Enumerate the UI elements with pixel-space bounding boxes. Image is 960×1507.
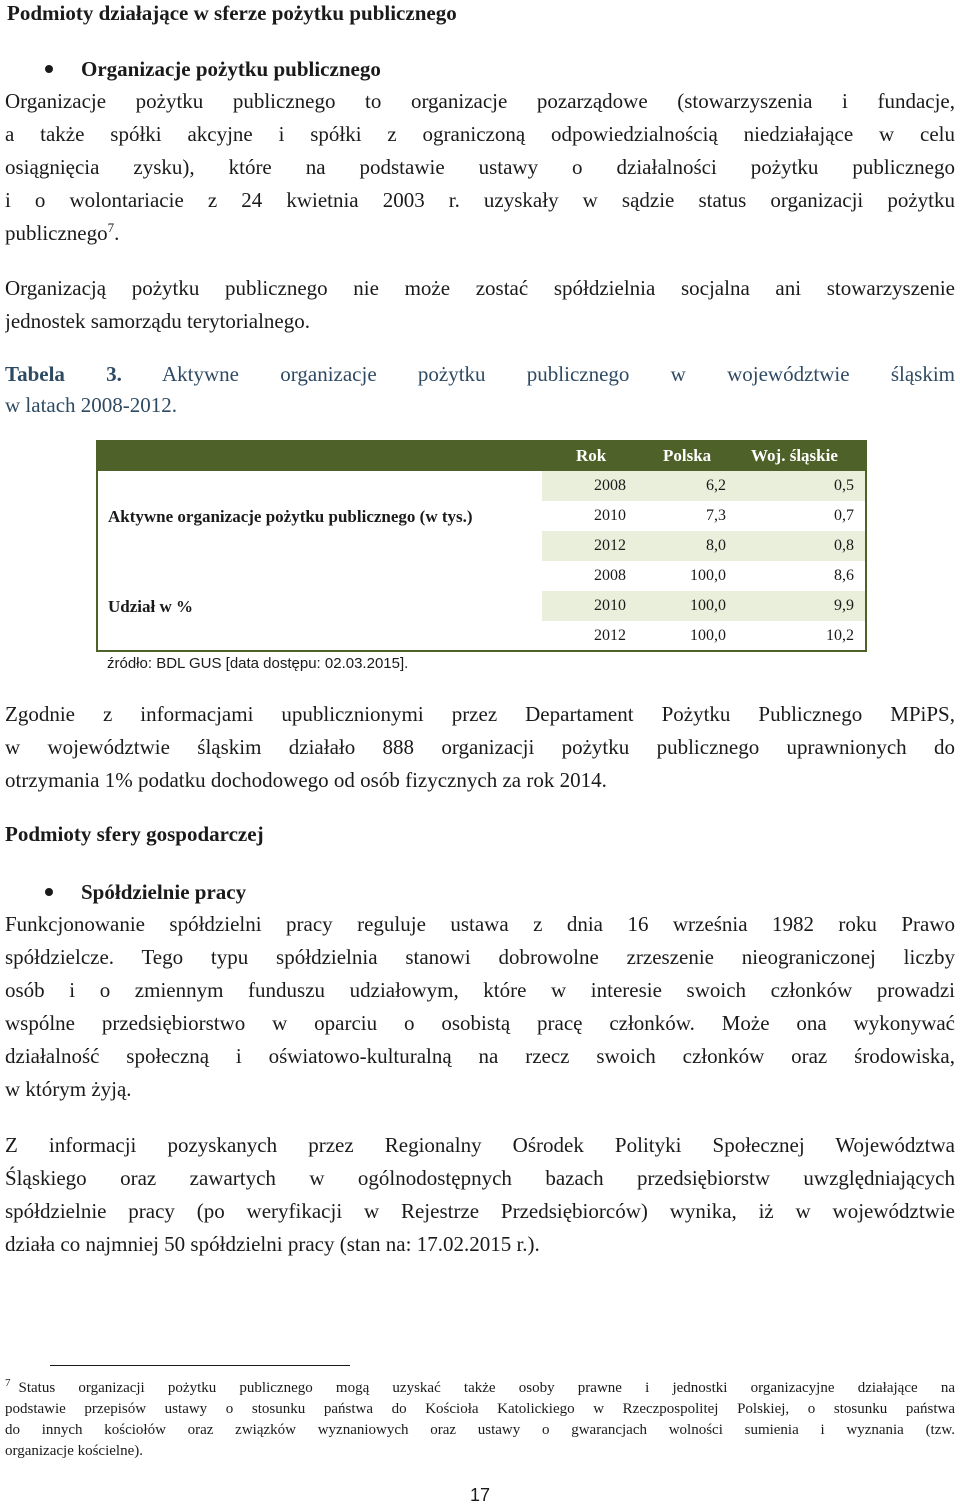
paragraph-line: a także spółki akcyjne i spółki z ograniczoną odpowiedzialnością niedziałające w celu xyxy=(5,122,955,146)
table-header-year: Rok xyxy=(576,446,607,465)
table-cell-year: 2010 xyxy=(594,507,626,524)
paragraph-line: osiągnięcia zysku), które na podstawie ustawy o działalności pożytku publicznego xyxy=(5,155,955,179)
table-header-silesia: Woj. śląskie xyxy=(751,446,838,465)
paragraph-line xyxy=(5,217,955,250)
footnote-number: 7 xyxy=(5,1377,11,1389)
paragraph-line: Funkcjonowanie spółdzielni pracy reguluje ustawa z dnia 16 września 1982 roku Prawo xyxy=(5,912,955,936)
subsection-bullet-coops xyxy=(0,878,960,908)
table-cell-silesia: 9,9 xyxy=(834,597,854,614)
table-cell-year: 2008 xyxy=(594,567,626,584)
table-cell-silesia: 8,6 xyxy=(834,567,854,584)
table-cell-silesia: 0,8 xyxy=(834,537,854,554)
paragraph-line: Z informacji pozyskanych przez Regionalny Ośrodek Polityki Społecznej Województwa xyxy=(5,1133,955,1157)
footnote xyxy=(5,1378,955,1462)
table-cell-poland: 100,0 xyxy=(690,627,726,644)
table-cell-poland: 100,0 xyxy=(690,597,726,614)
table-group-label-active: Aktywne organizacje pożytku publicznego (w tys.) xyxy=(108,507,473,526)
subsection-title: Organizacje pożytku publicznego xyxy=(81,57,381,81)
footnote-text: Status organizacji pożytku publicznego mogą uzyskać także osoby prawne i jednostki organizacyjne działające na xyxy=(18,1380,955,1396)
table-border-bottom xyxy=(96,650,867,652)
table-group-label-share: Udział w % xyxy=(108,597,193,616)
table-caption-line: w latach 2008-2012. xyxy=(5,393,178,417)
table-header-row xyxy=(96,440,867,471)
subsection-title: Spółdzielnie pracy xyxy=(81,880,247,904)
table-caption-line xyxy=(5,359,955,390)
table-caption-label: Tabela 3. xyxy=(5,362,122,386)
paragraph-line: Organizacją pożytku publicznego nie może zostać spółdzielnia socjalna ani stowarzyszenie xyxy=(5,276,955,300)
data-table xyxy=(96,440,867,652)
bullet-icon xyxy=(45,65,53,73)
table-cell-poland: 7,3 xyxy=(706,507,726,524)
table-cell-year: 2010 xyxy=(594,597,626,614)
table-source: źródło: BDL GUS [data dostępu: 02.03.2015]. xyxy=(107,655,409,672)
footnote-line: podstawie przepisów ustawy o stosunku państwa do Kościoła Katolickiego w Rzeczpospolitej Polskiej, o stosunku państwa xyxy=(5,1401,955,1417)
bullet-icon xyxy=(45,888,53,896)
table-cell-year: 2012 xyxy=(594,627,626,644)
paragraph-line: Śląskiego oraz zawartych w ogólnodostępnych bazach przedsiębiorstw uwzględniających xyxy=(5,1166,955,1190)
paragraph-line: otrzymania 1% podatku dochodowego od osób fizycznych za rok 2014. xyxy=(5,768,607,792)
paragraph-coops-definition xyxy=(5,908,955,1106)
table-caption xyxy=(5,359,955,421)
paragraph-end: . xyxy=(114,221,120,245)
table-border-left xyxy=(96,440,98,652)
section-heading-economic: Podmioty sfery gospodarczej xyxy=(5,822,264,846)
table-cell-poland: 8,0 xyxy=(706,537,726,554)
section-heading-public-benefit: Podmioty działające w sferze pożytku publicznego xyxy=(7,1,457,25)
paragraph-opp-definition xyxy=(5,85,955,250)
paragraph-line: wspólne przedsiębiorstwo w oparciu o osobistą pracę członków. Może ona wykonywać xyxy=(5,1011,955,1035)
paragraph-text: publicznego xyxy=(5,221,108,245)
table-cell-silesia: 0,5 xyxy=(834,477,854,494)
table-cell-silesia: 0,7 xyxy=(834,507,854,524)
paragraph-line: działa co najmniej 50 spółdzielni pracy (stan na: 17.02.2015 r.). xyxy=(5,1232,540,1256)
page-number: 17 xyxy=(469,1485,491,1505)
footnote-separator xyxy=(50,1365,350,1366)
paragraph-line: Zgodnie z informacjami upublicznionymi przez Departament Pożytku Publicznego MPiPS, xyxy=(5,702,955,726)
footnote-reference[interactable]: 7 xyxy=(107,220,115,235)
paragraph-line: w którym żyją. xyxy=(5,1077,132,1101)
footnote-line xyxy=(5,1378,955,1399)
table-cell-year: 2008 xyxy=(594,477,626,494)
table-caption-text: Aktywne organizacje pożytku publicznego w województwie śląskim xyxy=(162,362,955,386)
paragraph-opp-exclusions xyxy=(5,272,955,338)
paragraph-mpips-info xyxy=(5,698,955,797)
paragraph-line: w województwie śląskim działało 888 organizacji pożytku publicznego uprawnionych do xyxy=(5,735,955,759)
footnote-line: organizacje kościelne). xyxy=(5,1443,143,1459)
paragraph-line: i o wolontariacie z 24 kwietnia 2003 r. uzyskały w sądzie status organizacji pożytku xyxy=(5,188,955,212)
paragraph-line: Organizacje pożytku publicznego to organizacje pozarządowe (stowarzyszenia i fundacje, xyxy=(5,89,955,113)
footnote-line: do innych kościołów oraz związków wyznaniowych oraz ustawy o gwarancjach wolności sumienia i wyznania (tzw. xyxy=(5,1422,955,1438)
paragraph-coops-count xyxy=(5,1129,955,1261)
paragraph-line: osób i o zmiennym funduszu udziałowym, które w interesie swoich członków prowadzi xyxy=(5,978,955,1002)
table-cell-silesia: 10,2 xyxy=(826,627,854,644)
paragraph-line: działalność społeczną i oświatowo-kulturalną na rzecz swoich członków oraz środowiska, xyxy=(5,1044,955,1068)
table-border-right xyxy=(865,440,867,652)
table-header-poland: Polska xyxy=(663,446,712,465)
table-cell-year: 2012 xyxy=(594,537,626,554)
paragraph-line: spółdzielcze. Tego typu spółdzielnia stanowi dobrowolne zrzeszenie nieograniczonej liczby xyxy=(5,945,955,969)
paragraph-line: jednostek samorządu terytorialnego. xyxy=(5,309,310,333)
subsection-bullet-opp xyxy=(0,55,960,85)
paragraph-line: spółdzielnie pracy (po weryfikacji w Rejestrze Przedsiębiorców) wynika, iż w województwie xyxy=(5,1199,955,1223)
table-cell-poland: 100,0 xyxy=(690,567,726,584)
table-cell-poland: 6,2 xyxy=(706,477,726,494)
